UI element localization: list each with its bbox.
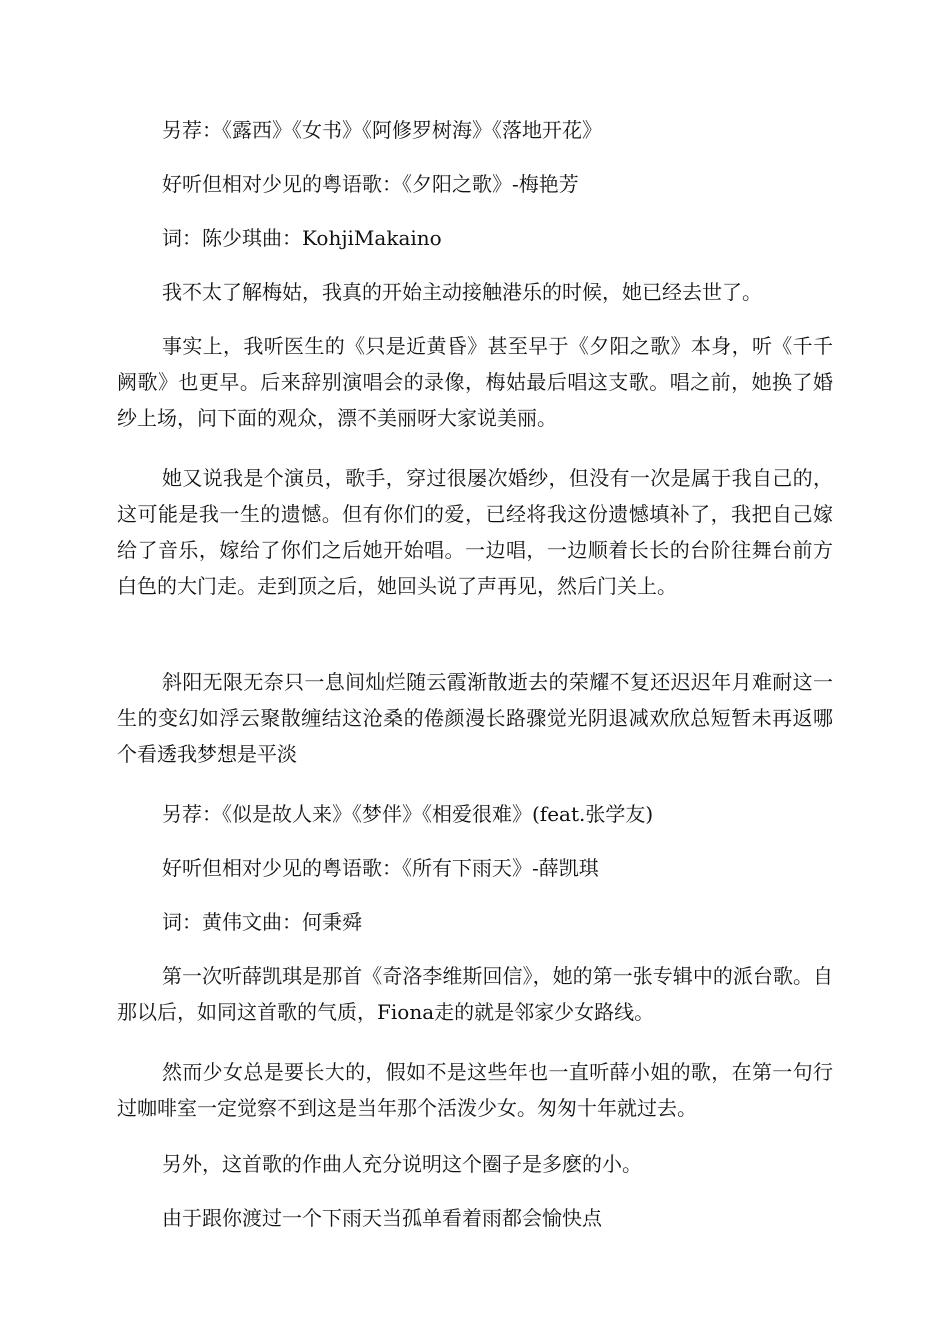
body-paragraph-6: 另外，这首歌的作曲人充分说明这个圈子是多麽的小。: [162, 1152, 642, 1176]
song-title-paragraph-2: 好听但相对少见的粤语歌：《所有下雨天》-薛凯琪: [162, 856, 599, 880]
recommendation-paragraph-2: 另荐：《似是故人来》《梦伴》《相爱很难》(feat.张学友): [162, 802, 654, 826]
body-paragraph-4: 第一次听薛凯琪是那首《奇洛李维斯回信》，她的第一张专辑中的派台歌。自那以后，如同这首歌的气质，Fiona走的就是邻家少女路线。: [117, 964, 833, 1024]
body-paragraph-3: 她又说我是个演员，歌手，穿过很屡次婚纱，但没有一次是属于我自己的，这可能是我一生的遗憾。但有你们的爱，已经将我这份遗憾填补了，我把自己嫁给了音乐，嫁给了你们之后她开始唱。一边唱，一边顺着长长的台阶往舞台前方白色的大门走。走到顶之后，她回头说了声再见，然后门关上。: [117, 466, 833, 598]
body-paragraph-5: 然而少女总是要长大的，假如不是这些年也一直听薛小姐的歌，在第一句行过咖啡室一定觉察不到这是当年那个活泼少女。匆匆十年就过去。: [117, 1060, 833, 1120]
recommendation-paragraph-1: 另荐：《露西》《女书》《阿修罗树海》《落地开花》: [162, 118, 602, 142]
song-title-paragraph-1: 好听但相对少见的粤语歌：《夕阳之歌》-梅艳芳: [162, 172, 579, 196]
lyrics-paragraph-1: 斜阳无限无奈只一息间灿烂随云霞渐散逝去的荣耀不复还迟迟年月难耐这一生的变幻如浮云聚散缠结这沧桑的倦颜漫长路骤觉光阴退减欢欣总短暂未再返哪个看透我梦想是平淡: [117, 670, 833, 766]
credits-paragraph-2: 词：黄伟文曲：何秉舜: [162, 910, 362, 934]
body-paragraph-2: 事实上，我听医生的《只是近黄昏》甚至早于《夕阳之歌》本身，听《千千阙歌》也更早。后来辞别演唱会的录像，梅姑最后唱这支歌。唱之前，她换了婚纱上场，问下面的观众，漂不美丽呀大家说美丽。: [117, 334, 833, 430]
lyrics-paragraph-2: 由于跟你渡过一个下雨天当孤单看着雨都会愉快点: [162, 1206, 602, 1230]
body-paragraph-1: 我不太了解梅姑，我真的开始主动接触港乐的时候，她已经去世了。: [162, 280, 762, 304]
credits-paragraph-1: 词：陈少琪曲：KohjiMakaino: [162, 226, 442, 250]
